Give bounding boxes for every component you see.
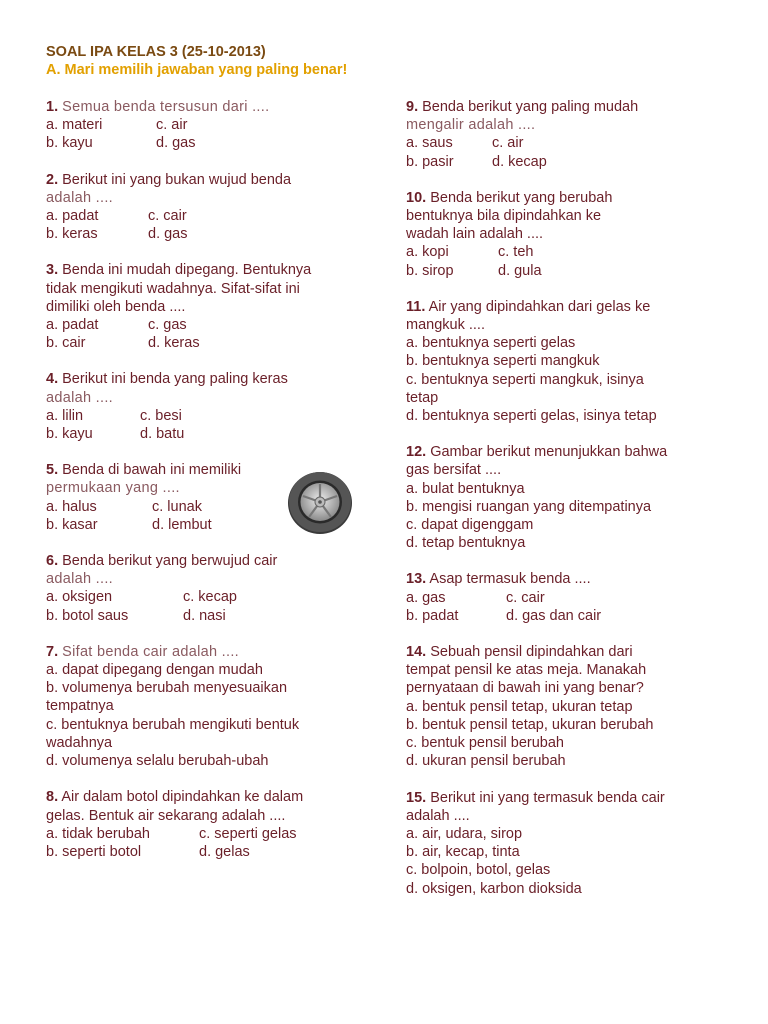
answer-options-row [46, 588, 366, 606]
question-text: Benda di bawah ini memiliki [62, 462, 242, 479]
question-stem [46, 643, 366, 661]
answer-option: c. seperti gelas [199, 825, 297, 842]
question-line: b. air, kecap, tinta [406, 844, 520, 861]
question-line: b. volumenya berubah menyesuaikan [46, 680, 288, 697]
question-line: wadahnya [46, 734, 113, 751]
question-number: 5. [46, 462, 59, 479]
answer-option: a. halus [46, 498, 97, 515]
answer-option: d. gas [148, 226, 188, 243]
worksheet-header [46, 43, 347, 79]
question-number: 9. [406, 99, 419, 115]
answer-options-row [46, 116, 366, 134]
question-12 [406, 443, 736, 552]
question-9 [406, 98, 736, 171]
question-stem [406, 98, 736, 116]
answer-option: c. lunak [152, 498, 202, 515]
question-number: 8. [46, 789, 59, 806]
question-text: Berikut ini yang bukan wujud benda [62, 171, 292, 188]
answer-options-row [46, 425, 366, 443]
question-line: c. bentuk pensil berubah [406, 735, 564, 752]
question-2 [46, 171, 366, 244]
question-number: 6. [46, 553, 59, 570]
question-text: Benda berikut yang berubah [430, 189, 613, 206]
answer-option: a. kopi [406, 244, 449, 261]
question-line: d. oksigen, karbon dioksida [406, 880, 582, 897]
question-line: a. air, udara, sirop [406, 825, 523, 842]
answer-options-row [406, 243, 736, 261]
answer-options-row [46, 316, 366, 334]
answer-option: c. besi [140, 407, 182, 424]
answer-option: d. gula [498, 262, 542, 279]
question-line: tetap [406, 389, 439, 406]
question-stem [46, 261, 366, 279]
question-text: Air yang dipindahkan dari gelas ke [428, 298, 651, 315]
answer-option: c. cair [506, 589, 545, 606]
question-15 [406, 789, 736, 898]
answer-options-row [46, 607, 366, 625]
answer-option: b. seperti botol [46, 843, 142, 860]
question-line: adalah .... [46, 189, 113, 206]
answer-option: d. gas [156, 135, 196, 152]
question-stem [46, 788, 366, 806]
answer-option: a. oksigen [46, 589, 113, 606]
answer-options-row [46, 407, 366, 425]
answer-option: b. kasar [46, 516, 98, 533]
question-number: 3. [46, 262, 59, 279]
answer-option: b. sirop [406, 262, 454, 279]
question-line: a. bulat bentuknya [406, 480, 525, 497]
question-3 [46, 261, 366, 352]
question-number: 4. [46, 371, 59, 388]
answer-option: b. kayu [46, 426, 93, 443]
question-text: Benda berikut yang berwujud cair [62, 553, 278, 570]
answer-option: a. materi [46, 117, 103, 134]
answer-options-row [46, 207, 366, 225]
answer-option: b. keras [46, 226, 98, 243]
answer-options-row [406, 134, 736, 152]
question-text: Benda ini mudah dipegang. Bentuknya [62, 262, 312, 279]
question-13 [406, 570, 736, 625]
question-number: 11. [406, 298, 426, 315]
answer-option: d. kecap [492, 153, 547, 170]
answer-option: c. gas [148, 317, 187, 334]
answer-option: b. pasir [406, 153, 454, 170]
question-stem [46, 370, 366, 388]
question-stem [406, 298, 736, 316]
question-line: a. bentuk pensil tetap, ukuran tetap [406, 698, 633, 715]
question-6 [46, 552, 366, 625]
question-text: Benda berikut yang paling mudah [422, 99, 639, 115]
answer-option: c. air [156, 117, 188, 134]
answer-options-row [406, 607, 736, 625]
answer-option: c. kecap [183, 589, 237, 606]
question-line: gas bersifat .... [406, 462, 502, 479]
answer-option: b. padat [406, 607, 459, 624]
question-line: permukaan yang .... [46, 480, 180, 497]
question-line: a. dapat dipegang dengan mudah [46, 662, 263, 679]
answer-option: c. air [492, 135, 524, 152]
question-line: b. bentuk pensil tetap, ukuran berubah [406, 716, 654, 733]
question-text: Semua benda tersusun dari .... [62, 99, 270, 115]
question-line: c. bolpoin, botol, gelas [406, 862, 551, 879]
answer-option: d. nasi [183, 607, 226, 624]
question-line: c. dapat digenggam [406, 517, 534, 534]
question-line: mangkuk .... [406, 317, 485, 334]
question-line: c. bentuknya berubah mengikuti bentuk [46, 716, 300, 733]
question-line: tidak mengikuti wadahnya. Sifat-sifat ini [46, 280, 300, 297]
answer-option: c. teh [498, 244, 534, 261]
answer-options-row [406, 153, 736, 171]
question-text: Berikut ini benda yang paling keras [62, 371, 288, 388]
question-text: Gambar berikut menunjukkan bahwa [430, 444, 668, 461]
question-stem [46, 98, 366, 116]
question-number: 10. [406, 189, 427, 206]
question-number: 14. [406, 644, 427, 661]
answer-option: d. batu [140, 426, 185, 443]
question-text: Air dalam botol dipindahkan ke dalam [61, 789, 304, 806]
worksheet-title: SOAL IPA KELAS 3 (25-10-2013) [46, 44, 266, 60]
answer-option: d. lembut [152, 516, 212, 533]
question-stem [406, 443, 736, 461]
question-line: wadah lain adalah .... [406, 226, 544, 243]
question-line: d. ukuran pensil berubah [406, 753, 566, 770]
question-line: a. bentuknya seperti gelas [406, 335, 576, 352]
answer-option: b. botol saus [46, 607, 129, 624]
answer-options-row [406, 589, 736, 607]
answer-option: a. lilin [46, 407, 84, 424]
question-line: adalah .... [46, 571, 113, 588]
question-line: d. volumenya selalu berubah-ubah [46, 753, 269, 770]
question-4 [46, 370, 366, 443]
question-line: b. mengisi ruangan yang ditempatinya [406, 498, 652, 515]
question-line: bentuknya bila dipindahkan ke [406, 208, 602, 225]
answer-options-row [46, 825, 366, 843]
question-line: d. bentuknya seperti gelas, isinya tetap [406, 408, 657, 425]
question-10 [406, 189, 736, 280]
right-column [406, 98, 736, 916]
question-14 [406, 643, 736, 770]
question-stem [46, 171, 366, 189]
question-line: pernyataan di bawah ini yang benar? [406, 680, 644, 697]
answer-option: a. tidak berubah [46, 825, 150, 842]
question-8 [46, 788, 366, 861]
question-number: 1. [46, 99, 59, 115]
question-number: 12. [406, 444, 427, 461]
question-text: Berikut ini yang termasuk benda cair [430, 789, 665, 806]
question-line: adalah .... [406, 807, 470, 824]
question-line: adalah .... [46, 389, 113, 406]
question-stem [406, 189, 736, 207]
question-line: d. tetap bentuknya [406, 535, 526, 552]
question-text: Asap termasuk benda .... [429, 571, 591, 588]
question-stem [406, 643, 736, 661]
question-number: 15. [406, 789, 427, 806]
answer-options-row [406, 262, 736, 280]
answer-option: a. saus [406, 135, 453, 152]
answer-option: d. gas dan cair [506, 607, 602, 624]
question-line: c. bentuknya seperti mangkuk, isinya [406, 371, 644, 388]
answer-option: a. gas [406, 589, 446, 606]
answer-options-row [46, 334, 366, 352]
question-line: mengalir adalah .... [406, 117, 536, 134]
answer-option: d. keras [148, 335, 200, 352]
answer-option: d. gelas [199, 843, 250, 860]
question-line: tempatnya [46, 698, 114, 715]
question-line: gelas. Bentuk air sekarang adalah .... [46, 807, 286, 824]
answer-options-row [46, 843, 366, 861]
answer-option: a. padat [46, 317, 99, 334]
question-line: dimiliki oleh benda .... [46, 298, 186, 315]
answer-option: c. cair [148, 208, 187, 225]
answer-option: b. cair [46, 335, 86, 352]
question-text: Sifat benda cair adalah .... [62, 643, 239, 660]
question-line: tempat pensil ke atas meja. Manakah [406, 662, 647, 679]
question-1 [46, 98, 366, 153]
question-number: 7. [46, 643, 59, 660]
question-line: b. bentuknya seperti mangkuk [406, 353, 600, 370]
question-stem [406, 570, 736, 588]
answer-option: b. kayu [46, 135, 93, 152]
tire-icon [287, 469, 353, 535]
question-number: 2. [46, 171, 59, 188]
question-11 [406, 298, 736, 425]
answer-option: a. padat [46, 208, 99, 225]
question-number: 13. [406, 571, 427, 588]
section-instruction: A. Mari memilih jawaban yang paling benar! [46, 62, 348, 78]
question-7 [46, 643, 366, 770]
question-stem [46, 552, 366, 570]
answer-options-row [46, 225, 366, 243]
question-stem [406, 789, 736, 807]
answer-options-row [46, 134, 366, 152]
question-text: Sebuah pensil dipindahkan dari [430, 644, 633, 661]
